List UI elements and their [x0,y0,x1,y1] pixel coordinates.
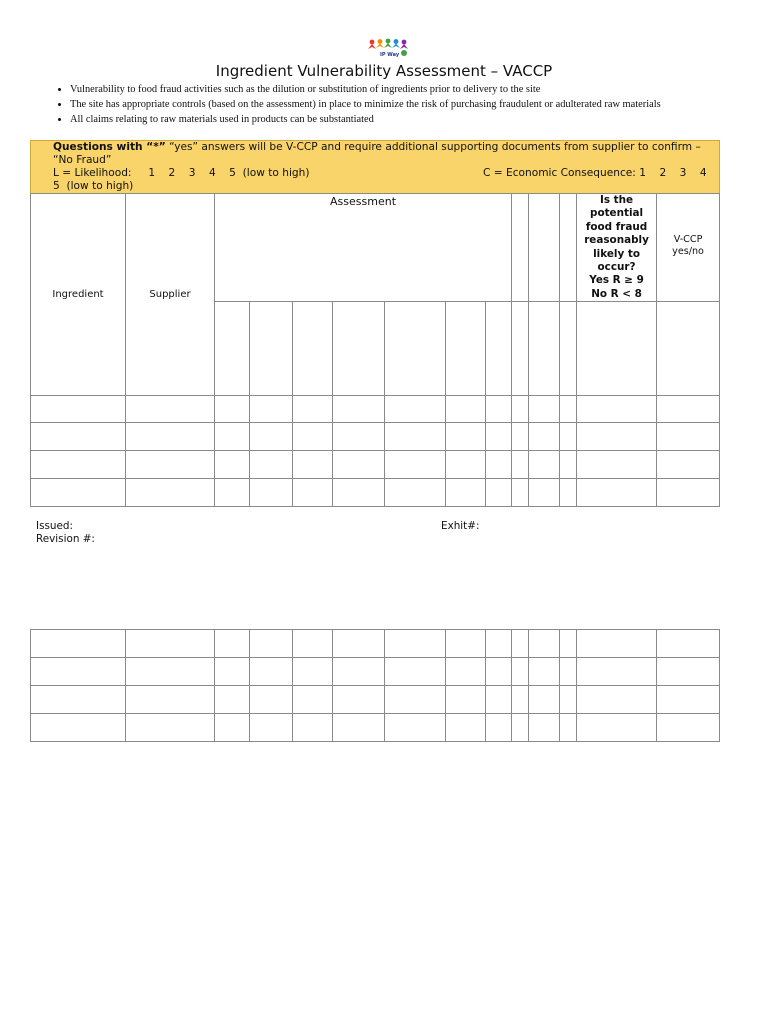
table-row [31,396,720,423]
bullet-item: • The site has appropriate controls (based on the assessment) in place to minimize the risk of purchasing fraudulent or adulterated raw materials [70,97,661,112]
table-row [31,658,720,686]
table-row [31,423,720,451]
bullet-item: • Vulnerability to food fraud activities such as the dilution or substitution of ingredients prior to delivery to the site [70,82,661,97]
internet-search-header [293,302,333,396]
company-logo [366,38,410,58]
supplier-header: Supplier [126,194,215,396]
table-row [31,479,720,507]
bullet-item: • All claims relating to raw materials used in products can be substantiated [70,112,661,127]
ingredient-cell[interactable] [31,451,126,479]
instructions-banner [30,140,720,194]
assessment-label: Assessment [330,195,397,208]
assessment-extra-col [486,302,512,396]
supplier-cell[interactable] [126,451,215,479]
yes-rule: Yes R ≥ 9 [589,274,644,287]
vccp-header [657,194,720,302]
likelihood-sub [512,302,529,396]
ingredient-cell[interactable] [31,479,126,507]
likelihood-scale: L = Likelihood: 1 2 3 4 5 (low to high) [53,167,310,179]
supplier-cell[interactable] [126,396,215,423]
approved-supplier-header [215,302,250,396]
no-rule: No R < 8 [591,287,642,300]
economic-consequence-sub [529,302,560,396]
consequence-scale-cont: 5 (low to high) [53,180,134,192]
supplier-cell[interactable] [126,423,215,451]
assessment-header [215,194,512,302]
issued-label: Issued: [36,520,73,532]
ingredient-header: Ingredient [31,194,126,396]
banner-line-1 [53,141,713,167]
exhibit-label: Exhit#: [441,520,480,532]
assessment-extra-col [446,302,486,396]
risk-header [560,194,577,302]
table-row [31,451,720,479]
traceable-header [385,302,446,396]
page-title: Ingredient Vulnerability Assessment – VACCP [215,62,553,80]
fraud-question-sub [577,302,657,396]
banner-bold-lead: Questions with “*” [53,141,166,153]
vccp-sub [657,302,720,396]
supplier-cell[interactable] [126,479,215,507]
ingredient-cell[interactable] [31,423,126,451]
fraud-question-label: Is the potential food fraud reasonably likely to occur? [584,194,649,274]
consequence-scale: C = Economic Consequence: 1 2 3 4 [483,167,707,179]
assessment-table [30,193,720,507]
risk-sub [560,302,577,396]
likelihood-header [512,194,529,302]
food-fraud-findings-header [333,302,385,396]
continuation-table [30,629,720,742]
ingredient-cell[interactable] [31,396,126,423]
banner-lead-rest: “yes” answers will be V-CCP and require additional supporting documents from supplier to confirm – “No Fraud” [53,141,701,166]
vccp-label: V-CCP yes/no [672,234,704,257]
logo-text: IP Way [380,52,400,58]
revision-label: Revision #: [36,533,95,545]
economic-consequence-header [529,194,560,302]
fraud-question-header [577,194,657,302]
table-row [31,630,720,658]
supplier-history-header [250,302,293,396]
table-row [31,714,720,742]
table-row [31,686,720,714]
intro-bullets [52,82,661,127]
